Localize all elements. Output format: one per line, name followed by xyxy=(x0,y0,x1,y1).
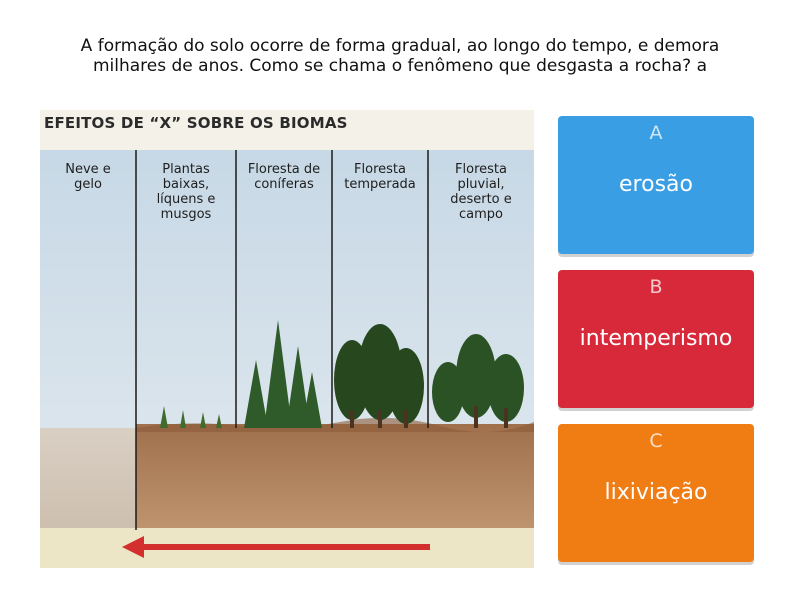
answer-letter: B xyxy=(649,276,663,298)
column-label-snow: Neve e gelo xyxy=(65,162,111,192)
question-line-2: milhares de anos. Como se chama o fenômeno que desgasta a rocha? a xyxy=(92,56,708,76)
answer-text: lixiviação xyxy=(604,480,708,505)
column-label-temperate: Floresta temperada xyxy=(344,162,416,192)
answer-option-c[interactable] xyxy=(558,424,754,562)
column-label-rainforest: Floresta pluvial, deserto e campo xyxy=(450,162,512,222)
biomes-figure xyxy=(40,110,534,568)
question-line-1: A formação do solo ocorre de forma gradual, ao longo do tempo, e demora xyxy=(80,36,720,56)
answer-letter: A xyxy=(649,122,663,144)
answer-text: erosão xyxy=(619,172,693,197)
answer-text: intemperismo xyxy=(579,326,733,351)
question-text xyxy=(20,36,780,76)
answer-option-b[interactable] xyxy=(558,270,754,408)
answer-option-a[interactable] xyxy=(558,116,754,254)
column-label-low-plants: Plantas baixas, líquens e musgos xyxy=(156,162,216,222)
figure-title: EFEITOS DE “X” SOBRE OS BIOMAS xyxy=(44,114,348,132)
column-label-conifers: Floresta de coníferas xyxy=(247,162,321,192)
answer-letter: C xyxy=(649,430,663,452)
